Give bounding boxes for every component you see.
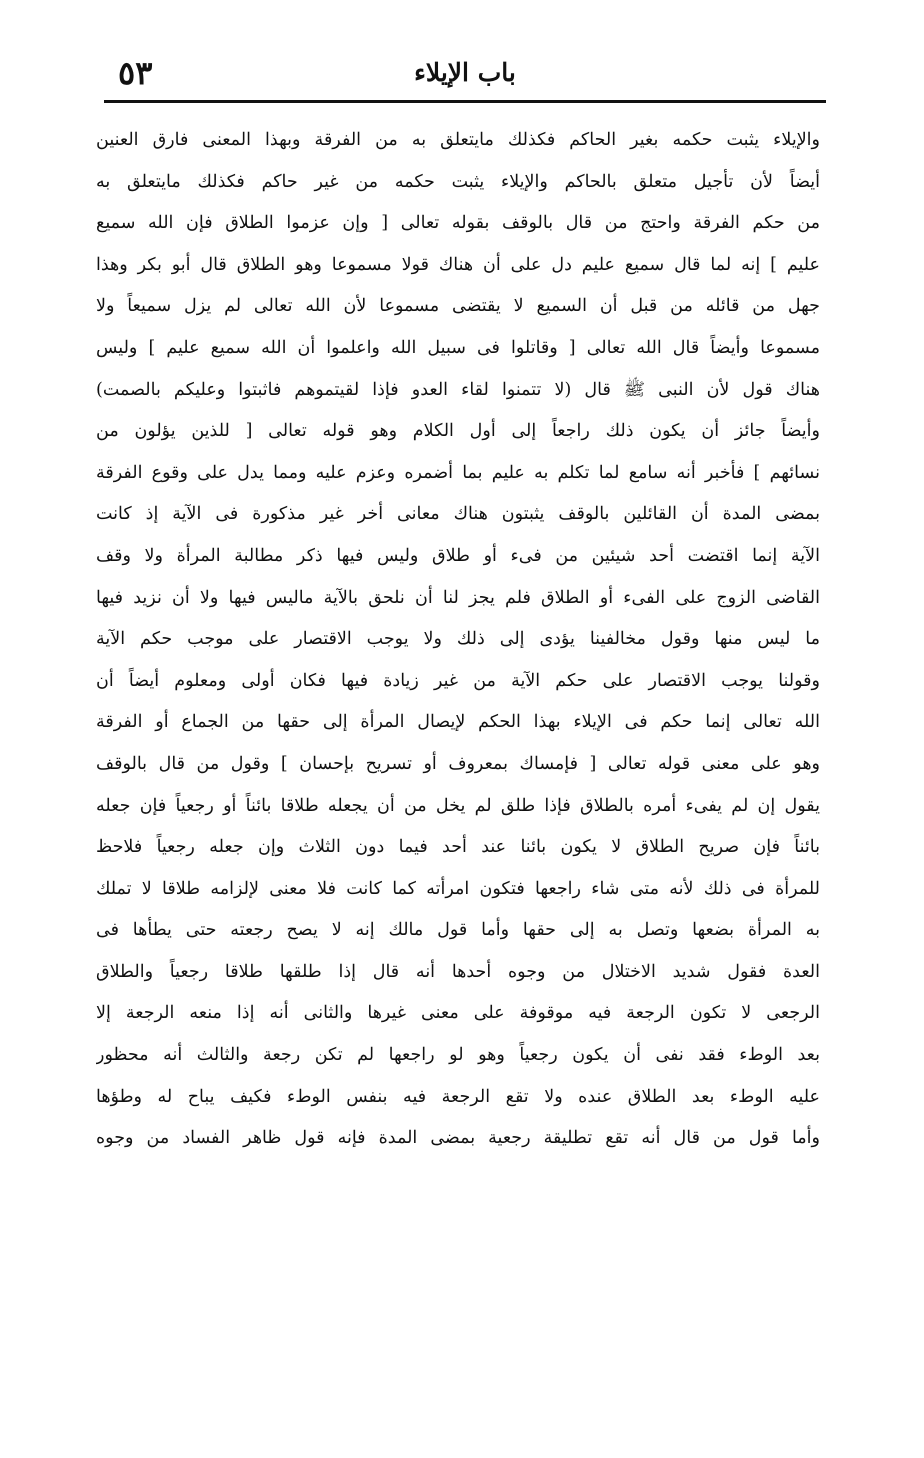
text-line: ما ليس منها وقول مخالفينا يؤدى إلى ذلك ولا يوجب الاقتصار على موجب حكم الآية bbox=[96, 629, 820, 650]
text-line: عليه الوطء بعد الطلاق عنده ولا تقع الرجعة فيه بنفس الوطء فكيف يباح له وطؤها bbox=[96, 1086, 820, 1107]
text-line: جهل من قائله من قبل أن السميع لا يقتضى مسموعا لأن الله تعالى لم يزل سميعاً ولا bbox=[96, 296, 820, 317]
page-header bbox=[104, 52, 826, 100]
text-line: مسموعا وأيضاً قال الله تعالى [ وقاتلوا فى سبيل الله واعلموا أن الله سميع عليم ] وليس bbox=[96, 337, 820, 358]
text-line: بعد الوطء فقد نفى أن يكون رجعياً وهو لو راجعها لم تكن رجعة والثالث أنه محظور bbox=[96, 1045, 820, 1066]
text-line: وأما قول من قال أنه تقع تطليقة رجعية بمضى المدة فإنه قول ظاهر الفساد من وجوه bbox=[96, 1128, 820, 1149]
text-line: به المرأة بضعها وتصل به إلى حقها وأما قول مالك إنه لا يصح رجعته حتى يطأها فى bbox=[96, 920, 820, 941]
text-line: من حكم الفرقة واحتج من قال بالوقف بقوله تعالى [ وإن عزموا الطلاق فإن الله سميع bbox=[96, 213, 820, 234]
text-line: للمرأة فى ذلك لأنه متى شاء راجعها فتكون امرأته كما كانت فلا معنى لإلزامه طلاقا لا تملك bbox=[96, 878, 820, 899]
text-line: هناك قول لأن النبى ﷺ قال (لا تتمنوا لقاء العدو فإذا لقيتموهم فاثبتوا وعليكم بالصمت) bbox=[96, 379, 820, 400]
text-line: الرجعى لا تكون الرجعة فيه موقوفة على معنى غيرها والثانى أنه إذا منعه الرجعة إلا bbox=[96, 1003, 820, 1024]
text-line: القاضى الزوج على الفىء أو الطلاق فلم يجز لنا أن نلحق بالآية ماليس فيها ولا أن نزيد فيها bbox=[96, 587, 820, 608]
text-line: الله تعالى إنما حكم فى الإيلاء بهذا الحكم لإيصال المرأة إلى حقها من الجماع أو الفرقة bbox=[96, 712, 820, 733]
body-text bbox=[96, 120, 820, 1160]
text-line: يقول إن لم يفىء أمره بالطلاق فإذا طلق لم يخل من أن يجعله طلاقا بائناً أو رجعياً فإن جعله bbox=[96, 795, 820, 816]
text-line: نسائهم ] فأخبر أنه سامع لما تكلم به عليم بما أضمره وعزم عليه ومما يدل على وقوع الفرقة bbox=[96, 462, 820, 483]
text-line: العدة فقول شديد الاختلال من وجوه أحدها أنه قال إذا طلقها طلاقا رجعياً والطلاق bbox=[96, 961, 820, 982]
text-line: والإيلاء يثبت حكمه بغير الحاكم فكذلك مايتعلق به من الفرقة وبهذا المعنى فارق العنين bbox=[96, 130, 820, 150]
text-line: أيضاً لأن تأجيل متعلق بالحاكم والإيلاء يثبت حكمه من غير حاكم فكذلك مايتعلق به bbox=[96, 171, 820, 192]
page-number: ٥٣ bbox=[118, 54, 153, 92]
text-line: بائناً فإن صريح الطلاق لا يكون بائنا عند أحد فيما دون الثلاث وإن جعله رجعياً فلاحظ bbox=[96, 837, 820, 858]
running-title: باب الإيلاء bbox=[414, 58, 516, 87]
text-line: الآية إنما اقتضت أحد شيئين من فىء أو طلاق وليس فيها ذكر مطالبة المرأة ولا وقف bbox=[96, 545, 820, 566]
text-line: وأيضاً جائز أن يكون ذلك راجعاً إلى أول الكلام وهو قوله تعالى [ للذين يؤلون من bbox=[96, 421, 820, 442]
text-line: عليم ] إنه لما قال سميع عليم دل على أن هناك قولا مسموعا وهو الطلاق قال أبو بكر وهذا bbox=[96, 254, 820, 275]
text-line: وهو على معنى قوله تعالى [ فإمساك بمعروف أو تسريح بإحسان ] وقول من قال بالوقف bbox=[96, 753, 820, 774]
text-line: بمضى المدة أن القائلين بالوقف يثبتون هناك معانى أخر غير مذكورة فى الآية إذ كانت bbox=[96, 504, 820, 525]
header-rule bbox=[104, 100, 826, 103]
text-line: وقولنا يوجب الاقتصار على حكم الآية من غير زيادة فيها فكان أولى ومعلوم أيضاً أن bbox=[96, 670, 820, 691]
